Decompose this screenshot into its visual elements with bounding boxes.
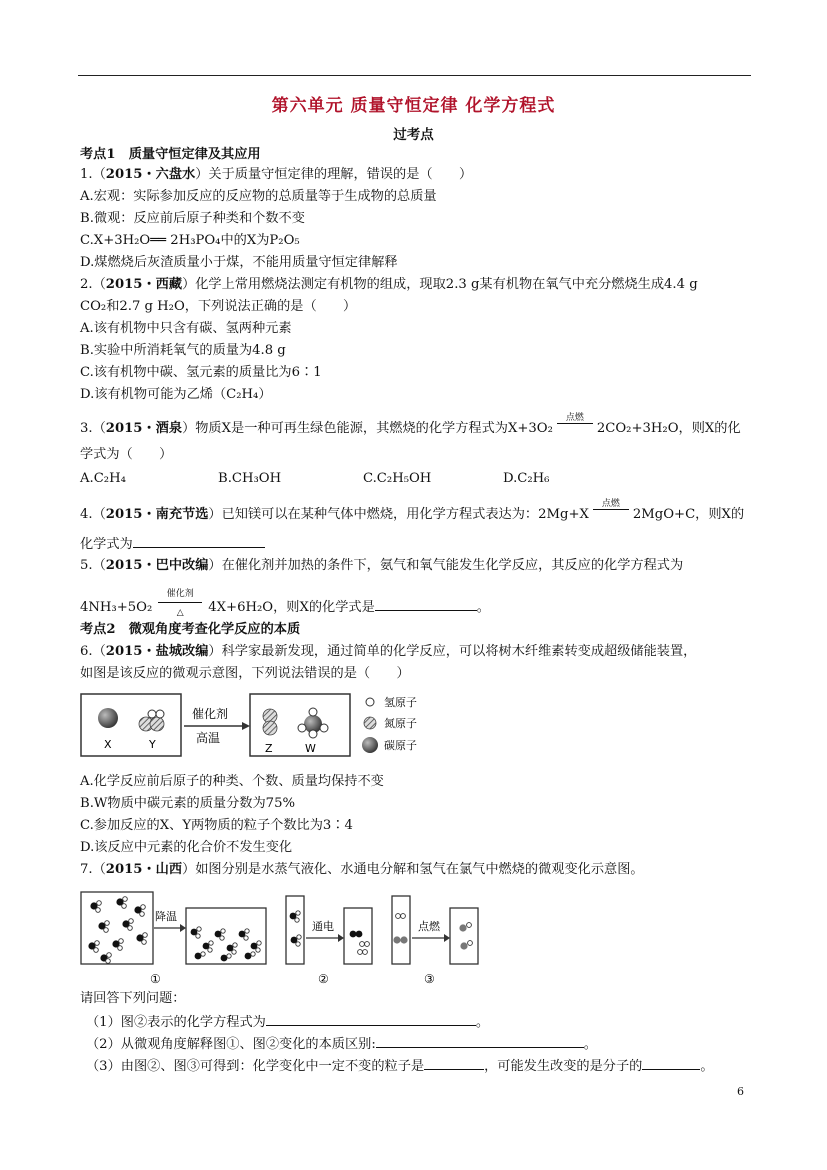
q7-label-3: ③ <box>424 972 435 986</box>
q7-arrow-3: 点燃 <box>418 920 440 933</box>
q6-option-b: B.W物质中碳元素的质量分数为75% <box>80 796 295 811</box>
q2-option-c: C.该有机物中碳、氢元素的质量比为6∶1 <box>80 365 322 380</box>
page-title: 第六单元 质量守恒定律 化学方程式 <box>271 96 556 116</box>
q6-cond-top: 催化剂 <box>192 707 229 721</box>
q4-condition: 点燃 <box>601 499 620 509</box>
q6-reaction-diagram <box>80 690 440 762</box>
q5-condition-bottom: △ <box>176 608 184 618</box>
q6-option-a: A.化学反应前后原子的种类、个数、质量均保持不变 <box>80 774 384 789</box>
hydrogen-atom-icon <box>366 698 374 706</box>
q7-sub-1: （1）图②表示的化学方程式为 。 <box>86 1012 489 1032</box>
carbon-legend-icon <box>362 737 378 753</box>
q7-label-1: ① <box>150 972 161 986</box>
q2-option-b: B.实验中所消耗氧气的质量为4.8 g <box>80 343 286 358</box>
q6-option-c: C.参加反应的X、Y两物质的粒子个数比为3∶4 <box>80 818 353 833</box>
nitrogen-atom-icon <box>364 717 376 729</box>
section-subtitle: 过考点 <box>393 127 434 143</box>
q5-equation: 4NH₃+5O₂ 催化剂 △ 4X+6H₂O，则X的化学式是 。 <box>80 597 490 617</box>
q1-stem: 1.（2015・六盘水）关于质量守恒定律的理解，错误的是（ ） <box>80 167 473 182</box>
q5-stem: 5.（2015・巴中改编）在催化剂并加热的条件下，氨气和氧气能发生化学反应，其反应的化学方程式为 <box>80 558 684 573</box>
q3-stem-cont: 学式为（ ） <box>80 447 173 462</box>
legend-carbon: 碳原子 <box>384 739 417 752</box>
q2-stem-cont: CO₂和2.7 g H₂O，下列说法正确的是（ ） <box>80 299 357 314</box>
q3-option-c: C.C₂H₅OH <box>363 471 432 486</box>
label-x: X <box>104 738 112 751</box>
q2-option-a: A.该有机物中只含有碳、氢两种元素 <box>80 321 292 336</box>
page-number: 6 <box>737 1085 744 1098</box>
q7-arrow-2: 通电 <box>312 920 334 933</box>
q2-option-d: D.该有机物可能为乙烯（C₂H₄） <box>80 387 272 402</box>
q7-blank-3b[interactable] <box>642 1056 700 1070</box>
q7-ask: 请回答下列问题： <box>80 991 186 1006</box>
q7-sub-3: （3）由图②、图③可得到：化学变化中一定不变的粒子是 ，可能发生改变的是分子的 。 <box>86 1056 714 1076</box>
q6-cond-bottom: 高温 <box>196 731 221 745</box>
q4-stem: 4.（2015・南充节选）已知镁可以在某种气体中燃烧，用化学方程式表达为：2Mg+X 点燃 2MgO+C，则X的 <box>80 506 744 524</box>
carbon-atom-icon <box>98 708 118 728</box>
q7-label-2: ② <box>318 972 329 986</box>
q5-condition-top: 催化剂 <box>166 589 194 599</box>
q3-option-a: A.C₂H₄ <box>80 471 126 486</box>
q5-answer-blank[interactable] <box>375 597 477 611</box>
q3-option-b: B.CH₃OH <box>218 471 282 486</box>
q1-option-b: B.微观：反应前后原子种类和个数不变 <box>80 211 305 226</box>
q7-sub-2: （2）从微观角度解释图①、图②变化的本质区别: 。 <box>86 1034 597 1054</box>
header-rule <box>78 75 751 76</box>
q1-option-a: A.宏观：实际参加反应的反应物的总质量等于生成物的总质量 <box>80 189 437 204</box>
q4-stem-cont: 化学式为 <box>80 534 265 554</box>
q4-answer-blank[interactable] <box>133 534 265 548</box>
q6-stem: 6.（2015・盐城改编）科学家最新发现，通过简单的化学反应，可以将树木纤维素转变成超级储能装置， <box>80 644 697 659</box>
q2-stem: 2.（2015・西藏）化学上常用燃烧法测定有机物的组成，现取2.3 g某有机物在氧气中充分燃烧生成4.4 g <box>80 277 698 292</box>
kaodian-1-heading: 考点1 质量守恒定律及其应用 <box>80 147 261 162</box>
q7-arrow-1: 降温 <box>155 910 177 923</box>
label-z: Z <box>265 742 273 755</box>
q1-option-c: C.X+3H₂O══ 2H₃PO₄中的X为P₂O₅ <box>80 233 300 248</box>
q6-stem-cont: 如图是该反应的微观示意图，下列说法错误的是（ ） <box>80 666 410 681</box>
q1-option-d: D.煤燃烧后灰渣质量小于煤，不能用质量守恒定律解释 <box>80 255 398 270</box>
legend-hydrogen: 氢原子 <box>384 696 417 709</box>
q7-micro-diagram <box>80 888 500 986</box>
q7-blank-1[interactable] <box>266 1012 476 1026</box>
q7-stem: 7.（2015・山西）如图分别是水蒸气液化、水通电分解和氢气在氯气中燃烧的微观变化示意图。 <box>80 862 644 877</box>
label-y: Y <box>149 738 156 751</box>
q7-blank-3a[interactable] <box>424 1056 484 1070</box>
label-w: W <box>305 742 316 755</box>
q3-stem: 3.（2015・酒泉）物质X是一种可再生绿色能源，其燃烧的化学方程式为X+3O₂ 点燃 2CO₂+3H₂O，则X的化 <box>80 420 741 438</box>
q7-blank-2[interactable] <box>376 1034 584 1048</box>
legend-nitrogen: 氮原子 <box>384 717 417 730</box>
q3-option-d: D.C₂H₆ <box>503 471 550 486</box>
q6-option-d: D.该反应中元素的化合价不发生变化 <box>80 840 293 855</box>
kaodian-2-heading: 考点2 微观角度考查化学反应的本质 <box>80 622 301 637</box>
q3-condition: 点燃 <box>565 413 584 423</box>
